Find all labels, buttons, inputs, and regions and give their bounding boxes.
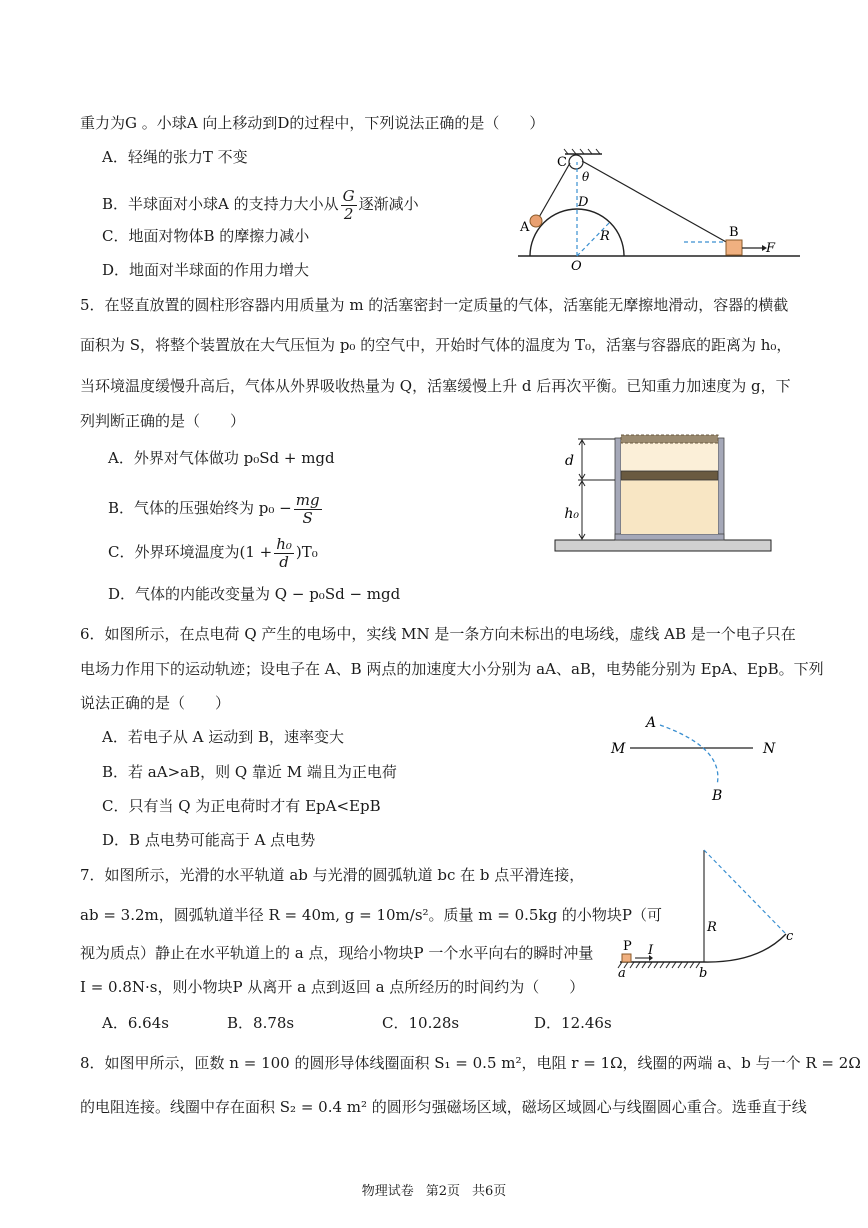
q4-figure	[510, 148, 810, 273]
q7-option-d[interactable]: D．12.46s	[534, 1014, 612, 1032]
q8-stem-line1: 8．如图甲所示，匝数 n = 100 的圆形导体线圈面积 S₁ = 0.5 m²，电阻 r = 1Ω，线圈的两端 a、b 与一个 R = 2Ω	[80, 1054, 861, 1072]
label-m: M	[611, 741, 626, 757]
q6-stem-line2: 电场力作用下的运动轨迹；设电子在 A、B 两点的加速度大小分别为 aA、aB，电势能分别为 EpA、EpB。下列	[80, 660, 824, 678]
q4-option-d[interactable]: D．地面对半球面的作用力增大	[102, 261, 310, 279]
q7-option-c[interactable]: C．10.28s	[382, 1014, 460, 1032]
base-plate	[555, 540, 771, 551]
label-theta: θ	[582, 170, 590, 184]
q5-stem-line3: 当环境温度缓慢升高后，气体从外界吸收热量为 Q，活塞缓慢上升 d 后再次平衡。已知重力加速度为 g，下	[80, 377, 791, 395]
q5-stem-line2: 面积为 S，将整个装置放在大气压恒为 p₀ 的空气中，开始时气体的温度为 T₀，活塞与容器底的距离为 h₀，	[80, 336, 792, 354]
label-r: R	[600, 229, 610, 244]
label-d: d	[565, 453, 574, 469]
q5-c-fraction: $\frac{\text{h₀}}{d}$	[276, 534, 292, 571]
q7-stem-line4: I = 0.8N·s，则小物块P 从离开 a 点到返回 a 点所经历的时间约为（ ）	[80, 978, 585, 996]
label-c: C	[557, 155, 567, 170]
q5-option-c[interactable]: C．外界环境温度为(1 + $\frac{\text{h₀}}{d}$ )T₀	[108, 534, 318, 571]
pulley-c	[569, 155, 583, 169]
q6-option-b[interactable]: B．若 aA>aB，则 Q 靠近 M 端且为正电荷	[102, 763, 397, 781]
piston-dashed	[621, 435, 718, 443]
footer-page: 第2页	[425, 1184, 460, 1199]
label-r: R	[707, 920, 717, 935]
q6-figure	[605, 708, 785, 803]
label-p: P	[623, 939, 632, 954]
q7-stem-line3: 视为质点）静止在水平轨道上的 a 点，现给小物块P 一个水平向右的瞬时冲量	[80, 944, 594, 962]
q8-stem-line2: 的电阻连接。线圈中存在面积 S₂ = 0.4 m² 的圆形匀强磁场区域，磁场区域圆心与线圈圆心重合。选垂直于线	[80, 1098, 807, 1116]
footer-subject: 物理试卷	[361, 1184, 414, 1199]
label-o: O	[571, 259, 582, 273]
q5-figure	[552, 432, 777, 557]
q5-stem-line4: 列判断正确的是（ ）	[80, 412, 246, 430]
label-d: D	[578, 195, 589, 210]
footer-total: 共6页	[472, 1184, 507, 1199]
q7-stem-line1: 7．如图所示，光滑的水平轨道 ab 与光滑的圆弧轨道 bc 在 b 点平滑连接，	[80, 866, 585, 884]
block-p	[622, 954, 631, 962]
label-a: A	[520, 220, 530, 235]
container-left-wall	[615, 438, 621, 540]
q4-option-c[interactable]: C．地面对物体B 的摩擦力减小	[102, 227, 310, 245]
container-right-wall	[718, 438, 724, 540]
block-b	[726, 240, 742, 255]
trajectory-ab	[660, 725, 718, 785]
page-footer	[0, 1180, 868, 1199]
gas-region	[621, 480, 718, 534]
label-b: B	[712, 788, 723, 803]
label-i: I	[648, 943, 654, 958]
label-c: c	[786, 929, 794, 944]
label-f: F	[766, 241, 776, 256]
q4-option-b[interactable]: B．半球面对小球A 的支持力大小从 $\frac{G}{2}$ 逐渐减小	[102, 186, 419, 223]
q4-b-fraction: $\frac{G}{2}$	[342, 186, 355, 223]
q5-stem-line1: 5．在竖直放置的圆柱形容器内用质量为 m 的活塞密封一定质量的气体，活塞能无摩擦地滑动，容器的横截	[80, 296, 789, 314]
container-bottom	[615, 534, 724, 540]
q6-option-c[interactable]: C．只有当 Q 为正电荷时才有 EpA<EpB	[102, 797, 381, 815]
q6-option-d[interactable]: D．B 点电势可能高于 A 点电势	[102, 831, 316, 849]
ball-a	[530, 215, 542, 227]
q7-option-b[interactable]: B．8.78s	[227, 1014, 295, 1032]
q7-figure	[608, 842, 803, 980]
q7-option-a[interactable]: A．6.64s	[102, 1014, 169, 1032]
q4-stem-tail: 重力为G 。小球A 向上移动到D的过程中，下列说法正确的是（ ）	[80, 114, 545, 132]
q4-option-a[interactable]: A．轻绳的张力T 不变	[102, 148, 248, 166]
arc-bc	[704, 934, 786, 962]
piston-final	[621, 471, 718, 480]
label-b: B	[729, 225, 739, 240]
label-a: A	[646, 715, 657, 731]
q5-b-fraction: $\frac{mg}{S}$	[295, 490, 320, 527]
q6-stem-line3: 说法正确的是（ ）	[80, 694, 231, 712]
label-h0: h₀	[564, 506, 579, 522]
q6-option-a[interactable]: A．若电子从 A 运动到 B，速率变大	[102, 728, 344, 746]
q6-stem-line1: 6．如图所示，在点电荷 Q 产生的电场中，实线 MN 是一条方向未标出的电场线，虚线 AB 是一个电子只在	[80, 625, 796, 643]
label-b: b	[699, 966, 708, 980]
q7-stem-line2: ab = 3.2m，圆弧轨道半径 R = 40m, g = 10m/s²。质量 m = 0.5kg 的小物块P（可	[80, 906, 663, 924]
q5-option-b[interactable]: B．气体的压强始终为 p₀ − $\frac{mg}{S}$	[108, 490, 320, 527]
q5-option-d[interactable]: D．气体的内能改变量为 Q − p₀Sd − mgd	[108, 585, 401, 603]
label-n: N	[763, 741, 776, 757]
label-a: a	[618, 966, 626, 980]
q5-option-a[interactable]: A．外界对气体做功 p₀Sd + mgd	[108, 449, 335, 467]
